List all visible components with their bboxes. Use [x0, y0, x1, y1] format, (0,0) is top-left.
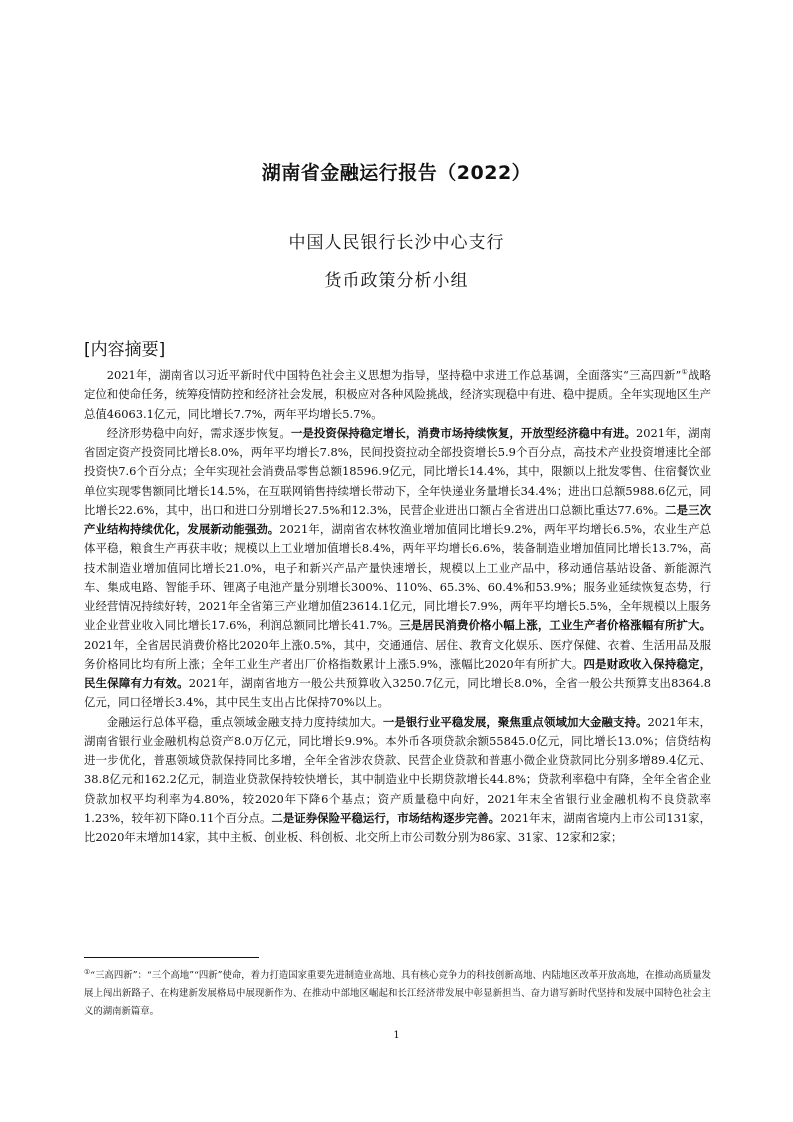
bold-text: 一是投资保持稳定增长，消费市场持续恢复，开放型经济稳中有进。 [290, 425, 636, 440]
bold-text: 二是三次产业结构持续优化，发展新动能强劲。 [84, 502, 711, 536]
footnote-marker: ① [84, 967, 91, 976]
text-run: 2021年，湖南省以习近平新时代中国特色社会主义思想为指导，坚持稳中求进工作总基调，全面落实“三高四新” [106, 368, 682, 382]
paragraph-finance [84, 713, 711, 848]
paragraph-overview [84, 366, 711, 424]
text-run: 2021年，湖南省固定资产投资同比增长8.0%，两年平均增长7.8%，民间投资拉动全部投资增长5.9个百分点，高技术产业投资增速比全部投资快7.6个百分点；全年实现社会消费品零售总额18596.9亿元，同比增长14.4%，其中，限额以上批发零售、住宿餐饮业单位实现零售额同比增长14.5%，在互联网销售持续增长带动下，全年快递业务量增长34.4%；进出口总额5988.6亿元，同比增长22.6%，其中，出口和进口分别增长27.5%和12.3%，民营企业进出口额占全省进出口总额比重达77.6%。 [84, 425, 711, 517]
footnote-divider [84, 957, 259, 958]
bold-text: 四是财政收入保持稳定，民生保障有力有效。 [84, 656, 711, 690]
issuing-organization: 中国人民银行长沙中心支行 [288, 233, 505, 253]
text-run: 2021年，全省居民消费价格比2020年上涨0.5%，其中，交通通信、居住、教育文化娱乐、医疗保健、衣着、生活用品及服务价格同比均有所上涨；全年工业生产者出厂价格指数累计上涨5.9%，涨幅比2020年有所扩大。 [84, 637, 711, 671]
page-number: 1 [393, 1030, 400, 1041]
text-run: 战略定位和使命任务，统筹疫情防控和经济社会发展，积极应对各种风险挑战，经济实现稳中有进、稳中提质。全年实现地区生产总值46063.1亿元，同比增长7.7%，两年平均增长5.7%。 [84, 368, 712, 421]
paragraph-economy [84, 424, 711, 713]
footnote-text: “三高四新”：“三个高地”“四新”使命，着力打造国家重要先进制造业高地、具有核心竞争力的科技创新高地、内陆地区改革开放高地，在推动高质量发展上闯出新路子、在构建新发展格局中展现新作为、在推动中部地区崛起和长江经济带发展中彰显新担当、奋力谱写新时代坚持和发展中国特色社会主义的湖南新篇章。 [84, 970, 711, 1017]
text-run: 2021年，湖南省地方一般公共预算收入3250.7亿元，同比增长8.0%，全省一般公共预算支出8364.8亿元，同口径增长3.4%，其中民生支出占比保持70%以上。 [84, 676, 711, 710]
footnote-reference[interactable]: ① [681, 368, 689, 377]
section-heading: [内容摘要] [84, 340, 166, 360]
bold-text: 一是银行业平稳发展，聚焦重点领域加大金融支持。 [382, 714, 648, 729]
abstract-body [84, 366, 711, 847]
bold-text: 三是居民消费价格小幅上涨，工业生产者价格涨幅有所扩大。 [399, 618, 711, 633]
text-run: 金融运行总体平稳，重点领域金融支持力度持续加大。 [106, 714, 383, 729]
text-run: 经济形势稳中向好，需求逐步恢复。 [106, 425, 291, 440]
text-run: 2021年末，湖南省银行业金融机构总资产8.0万亿元，同比增长9.9%。本外币各项贷款余额55845.0亿元，同比增长13.0%；信贷结构进一步优化，普惠领域贷款保持同比多增，全年全省涉农贷款、民营企业贷款和普惠小微企业贷款同比分别多增89.4亿元、38.8亿元和162.2亿元，制造业贷款保持较快增长，其中制造业中长期贷款增长44.8%；贷款利率稳中有降，全年全省企业贷款加权平均利率为4.80%，较2020年下降6个基点；资产质量稳中向好，2021年末全省银行业金融机构不良贷款率1.23%，较年初下降0.11个百分点。 [84, 714, 711, 825]
text-run: 2021年末，湖南省境内上市公司131家，比2020年末增加14家，其中主板、创业板、科创板、北交所上市公司数分别为86家、31家、12家和2家； [84, 810, 711, 844]
footnote [84, 967, 711, 1021]
bold-text: 二是证券保险平稳运行，市场结构逐步完善。 [271, 810, 501, 825]
author-group: 货币政策分析小组 [324, 271, 469, 291]
report-title: 湖南省金融运行报告（2022） [261, 162, 532, 184]
text-run: 2021年，湖南省农林牧渔业增加值同比增长9.2%，两年平均增长6.5%，农业生产总体平稳，粮食生产再获丰收；规模以上工业增加值增长8.4%，两年平均增长6.6%，装备制造业增加值同比增长13.7%，高技术制造业增加值同比增长21.0%，电子和新兴产品产量快速增长，规模以上工业产品中，移动通信基站设备、新能源汽车、集成电路、智能手环、锂离子电池产量分别增长300%、110%、65.3%、60.4%和53.9%；服务业延续恢复态势，行业经营情况持续好转，2021年全省第三产业增加值23614.1亿元，同比增长7.9%，两年平均增长5.5%，全年规模以上服务业企业营业收入同比增长17.6%，利润总额同比增长41.7%。 [84, 522, 711, 633]
